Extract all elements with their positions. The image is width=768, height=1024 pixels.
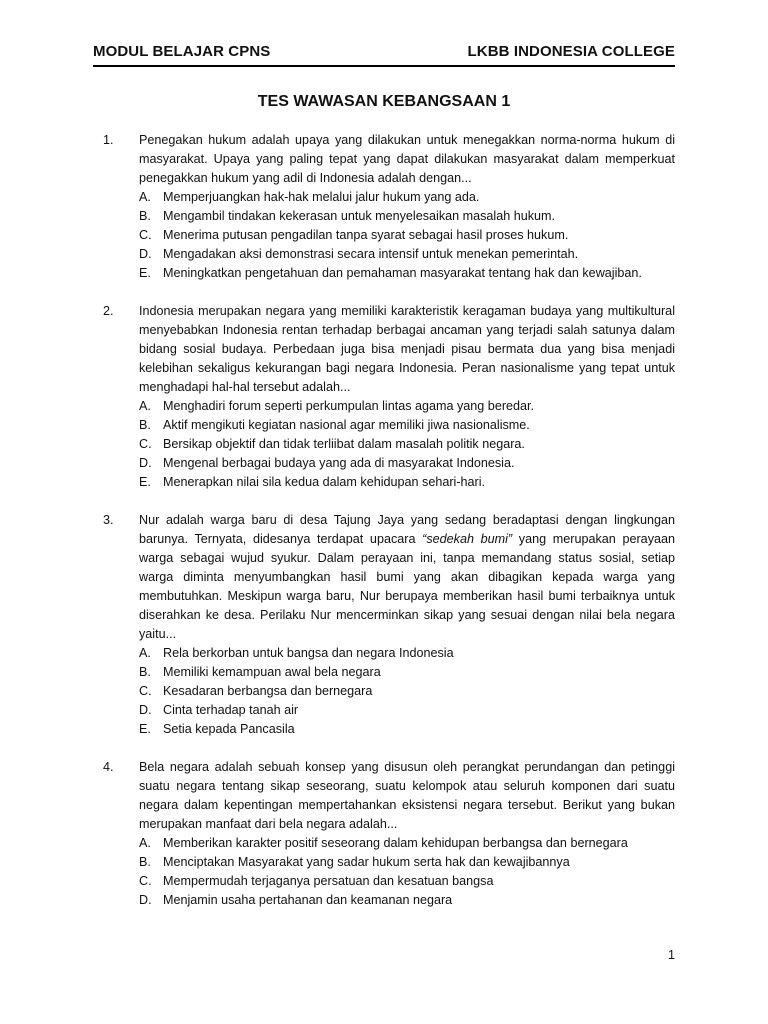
option-letter: E. xyxy=(139,266,151,280)
option-letter: A. xyxy=(139,399,151,413)
option-d xyxy=(139,245,675,264)
option-letter: E. xyxy=(139,475,151,489)
option-letter: B. xyxy=(139,209,151,223)
option-b xyxy=(139,416,675,435)
option-b xyxy=(139,207,675,226)
option-e xyxy=(139,720,675,739)
header-left-text: MODUL BELAJAR CPNS xyxy=(93,43,271,60)
option-text: Menciptakan Masyarakat yang sadar hukum serta hak dan kewajibannya xyxy=(163,855,570,869)
option-letter: D. xyxy=(139,893,152,907)
option-text: Memperjuangkan hak-hak melalui jalur hukum yang ada. xyxy=(163,190,480,204)
option-c xyxy=(139,226,675,245)
option-text: Mempermudah terjaganya persatuan dan kesatuan bangsa xyxy=(163,874,494,888)
question-2 xyxy=(93,302,675,492)
page-title: TES WAWASAN KEBANGSAAN 1 xyxy=(257,93,511,110)
option-text: Setia kepada Pancasila xyxy=(163,722,295,736)
option-letter: E. xyxy=(139,722,151,736)
option-a xyxy=(139,188,675,207)
option-text: Kesadaran berbangsa dan bernegara xyxy=(163,684,373,698)
option-letter: D. xyxy=(139,456,152,470)
option-letter: A. xyxy=(139,646,151,660)
option-c xyxy=(139,435,675,454)
option-d xyxy=(139,454,675,473)
question-text: Penegakan hukum adalah upaya yang dilakukan untuk menegakkan norma-norma hukum di masyarakat. Upaya yang paling tepat yang dapat dilakukan masyarakat dalam memperkuat penegakkan hukum yang adil di Indonesia adalah dengan... xyxy=(139,133,675,185)
question-list xyxy=(93,131,675,929)
option-letter: D. xyxy=(139,247,152,261)
question-text-part: yang merupakan perayaan warga sebagai wujud syukur. Dalam perayaan ini, tanpa memandang status sosial, setiap warga diminta menyumbangkan hasil bumi yang akan dibagikan kepada warga yang membutuhkan. Meskipun warga baru, Nur berupaya memberikan hasil bumi terbaiknya untuk diserahkan ke desa. Perilaku Nur mencerminkan sikap yang sesuai dengan nilai bela negara yaitu... xyxy=(139,532,675,641)
question-number: 4. xyxy=(103,760,114,774)
option-text: Memberikan karakter positif seseorang dalam kehidupan berbangsa dan bernegara xyxy=(163,836,628,850)
page-number: 1 xyxy=(667,948,675,962)
option-text: Bersikap objektif dan tidak terliibat dalam masalah politik negara. xyxy=(163,437,525,451)
option-a xyxy=(139,834,675,853)
option-text: Menerapkan nilai sila kedua dalam kehidupan sehari-hari. xyxy=(163,475,486,489)
page-header xyxy=(93,43,675,67)
option-letter: D. xyxy=(139,703,152,717)
option-c xyxy=(139,872,675,891)
option-list xyxy=(139,834,675,910)
option-text: Cinta terhadap tanah air xyxy=(163,703,299,717)
option-letter: B. xyxy=(139,855,151,869)
question-3 xyxy=(93,511,675,739)
option-list xyxy=(139,644,675,739)
option-letter: C. xyxy=(139,228,152,242)
option-b xyxy=(139,663,675,682)
option-letter: C. xyxy=(139,874,152,888)
option-c xyxy=(139,682,675,701)
option-a xyxy=(139,644,675,663)
question-1 xyxy=(93,131,675,283)
option-letter: A. xyxy=(139,836,151,850)
option-text: Mengadakan aksi demonstrasi secara intensif untuk menekan pemerintah. xyxy=(163,247,579,261)
question-text: Indonesia merupakan negara yang memiliki karakteristik keragaman budaya yang multikultural menyebabkan Indonesia rentan terhadap berbagai ancaman yang terjadi salah satunya dalam bidang sosial budaya. Perbedaan juga bisa menjadi pisau bermata dua yang bisa menjadi kelebihan sekaligus kekurangan bagi negara Indonesia. Peran nasionalisme yang tepat untuk menghadapi hal-hal tersebut adalah... xyxy=(139,304,675,394)
option-text: Mengenal berbagai budaya yang ada di masyarakat Indonesia. xyxy=(163,456,515,470)
italic-term: “sedekah bumi” xyxy=(422,532,513,546)
question-text: Bela negara adalah sebuah konsep yang disusun oleh perangkat perundangan dan petinggi suatu negara tentang sikap seseorang, suatu kelompok atau seluruh komponen dari suatu negara dalam kepentingan mempertahankan eksistensi negara tersebut. Berikut yang bukan merupakan manfaat dari bela negara adalah... xyxy=(139,760,675,831)
option-text: Mengambil tindakan kekerasan untuk menyelesaikan masalah hukum. xyxy=(163,209,556,223)
option-e xyxy=(139,264,675,283)
option-text: Menghadiri forum seperti perkumpulan lintas agama yang beredar. xyxy=(163,399,535,413)
option-b xyxy=(139,853,675,872)
option-letter: B. xyxy=(139,418,151,432)
header-right-text: LKBB INDONESIA COLLEGE xyxy=(467,43,675,60)
option-list xyxy=(139,397,675,492)
option-e xyxy=(139,473,675,492)
option-text: Aktif mengikuti kegiatan nasional agar memiliki jiwa nasionalisme. xyxy=(163,418,530,432)
option-d xyxy=(139,701,675,720)
option-letter: C. xyxy=(139,437,152,451)
option-a xyxy=(139,397,675,416)
option-list xyxy=(139,188,675,283)
option-letter: B. xyxy=(139,665,151,679)
question-text-part: Nur adalah warga baru di desa Tajung Jaya yang sedang beradaptasi dengan lingkungan barunya. Ternyata, didesanya terdapat upacara xyxy=(139,513,675,546)
option-letter: A. xyxy=(139,190,151,204)
option-text: Menjamin usaha pertahanan dan keamanan negara xyxy=(163,893,453,907)
option-letter: C. xyxy=(139,684,152,698)
question-number: 3. xyxy=(103,513,114,527)
option-d xyxy=(139,891,675,910)
option-text: Rela berkorban untuk bangsa dan negara Indonesia xyxy=(163,646,454,660)
option-text: Menerima putusan pengadilan tanpa syarat sebagai hasil proses hukum. xyxy=(163,228,569,242)
question-number: 2. xyxy=(103,304,114,318)
option-text: Memiliki kemampuan awal bela negara xyxy=(163,665,381,679)
question-text xyxy=(139,511,675,644)
option-text: Meningkatkan pengetahuan dan pemahaman masyarakat tentang hak dan kewajiban. xyxy=(163,266,642,280)
question-4 xyxy=(93,758,675,910)
question-number: 1. xyxy=(103,133,114,147)
